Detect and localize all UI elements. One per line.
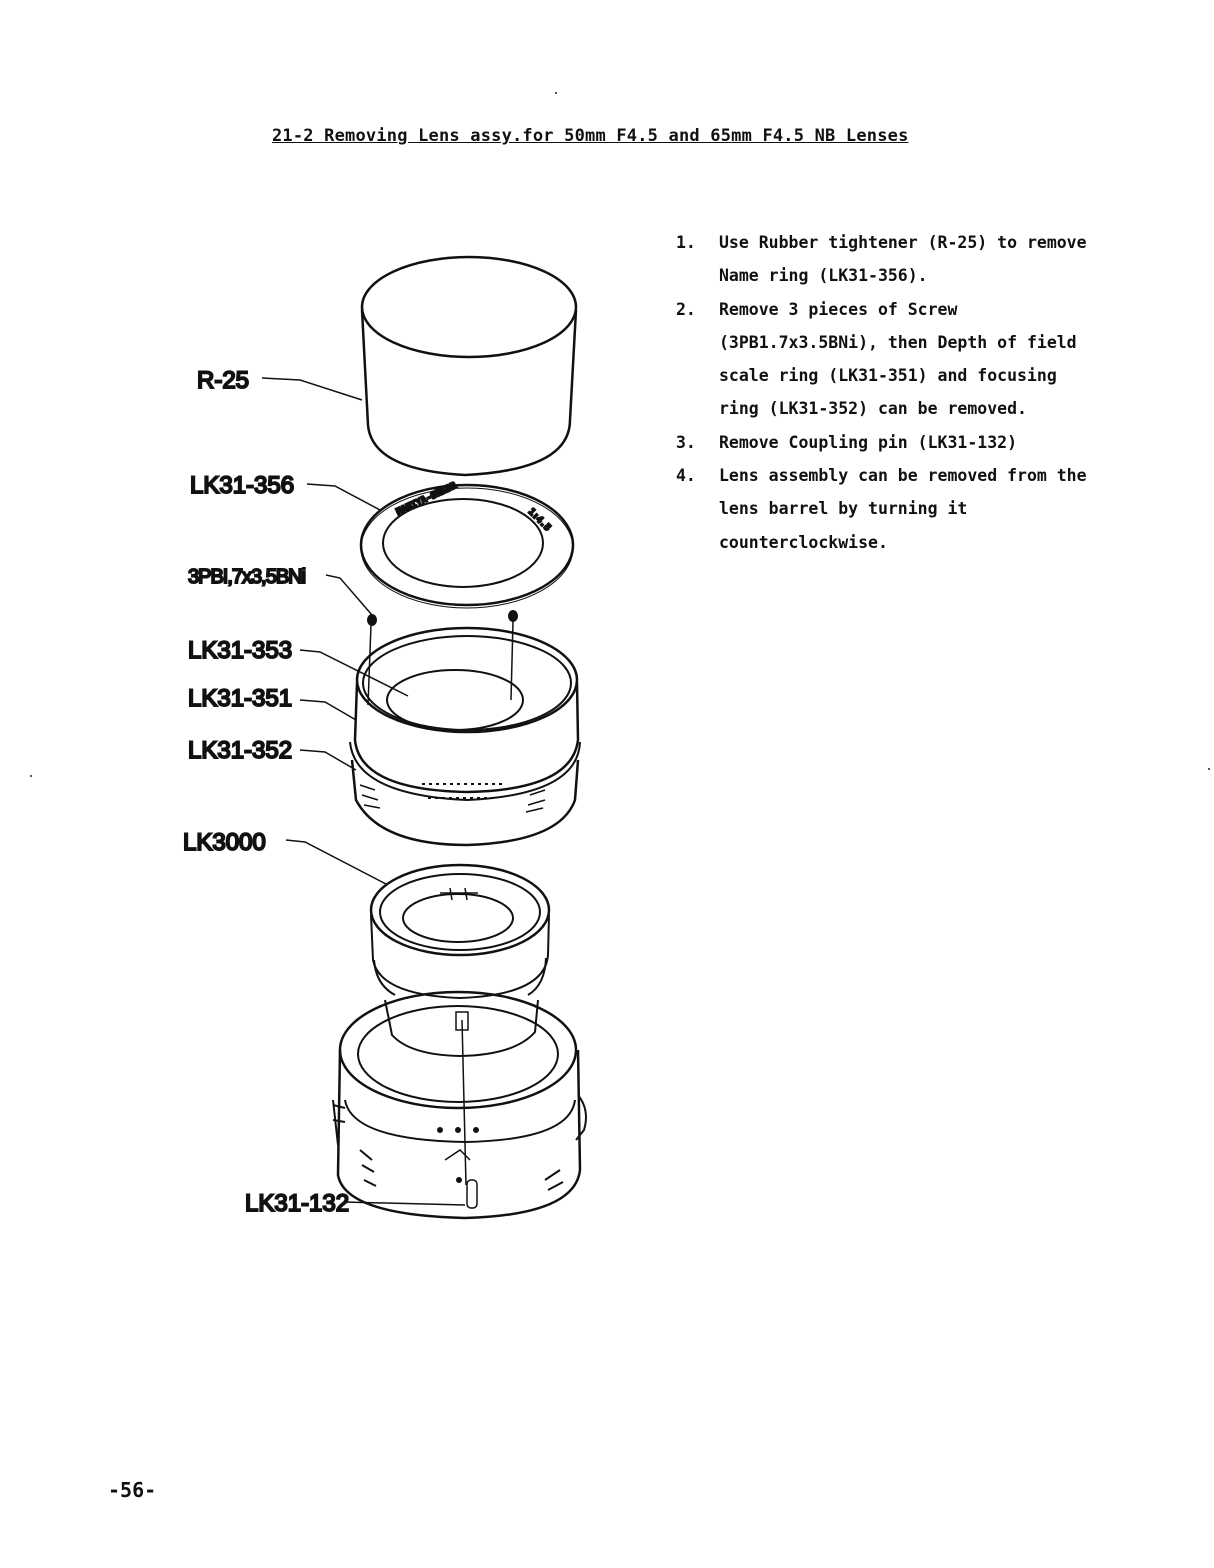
label-lk31-351: LK31-351 [188, 685, 293, 712]
label-r25: R-25 [197, 367, 250, 394]
step-text: Lens assembly can be removed from the lens barrel by turning it counterclockwise. [719, 466, 1087, 552]
page-number: -56- [108, 1478, 157, 1502]
scan-speck [30, 775, 32, 777]
focusing-ring-assembly [350, 628, 580, 845]
label-lk31-353: LK31-353 [188, 637, 293, 664]
step-text: Remove 3 pieces of Screw (3PB1.7x3.5BNi), then Depth of field scale ring (LK31-351) and focusing ring (LK31-352) can be removed. [719, 299, 1077, 419]
lens-assembly-lk3000 [371, 865, 549, 1056]
rubber-tightener-r25 [362, 257, 576, 475]
step-number: 1. [676, 233, 696, 252]
label-lk3000: LK3000 [183, 829, 266, 856]
step-text: Remove Coupling pin (LK31-132) [719, 432, 1018, 452]
ring-brand-engraving: MAMIYA-SEKOR [395, 481, 459, 518]
scan-speck [1208, 768, 1210, 770]
page-title: 21-2 Removing Lens assy.for 50mm F4.5 and 65mm F4.5 NB Lenses [272, 126, 909, 146]
step-number: 2. [676, 299, 696, 319]
instruction-step-2 [676, 293, 1106, 426]
instruction-list [676, 226, 1106, 559]
label-lk31-352: LK31-352 [188, 737, 293, 764]
lens-barrel [333, 992, 586, 1218]
exploded-lens-diagram [170, 240, 610, 1250]
label-lk31-132: LK31-132 [245, 1190, 350, 1217]
step-number: 4. [676, 466, 696, 486]
instruction-step-1 [676, 226, 1106, 293]
label-screw: 3PBI,7x3,5BNi [188, 566, 306, 588]
ring-aperture-engraving: 1:4.5 [525, 507, 553, 534]
step-number: 3. [676, 432, 696, 452]
label-lk31-356: LK31-356 [190, 472, 295, 499]
instruction-step-3 [676, 426, 1106, 459]
instruction-step-4 [676, 459, 1106, 559]
name-ring-lk31-356 [361, 481, 573, 608]
scan-speck [555, 92, 557, 94]
step-text: Use Rubber tightener (R-25) to remove Name ring (LK31-356). [719, 233, 1087, 286]
